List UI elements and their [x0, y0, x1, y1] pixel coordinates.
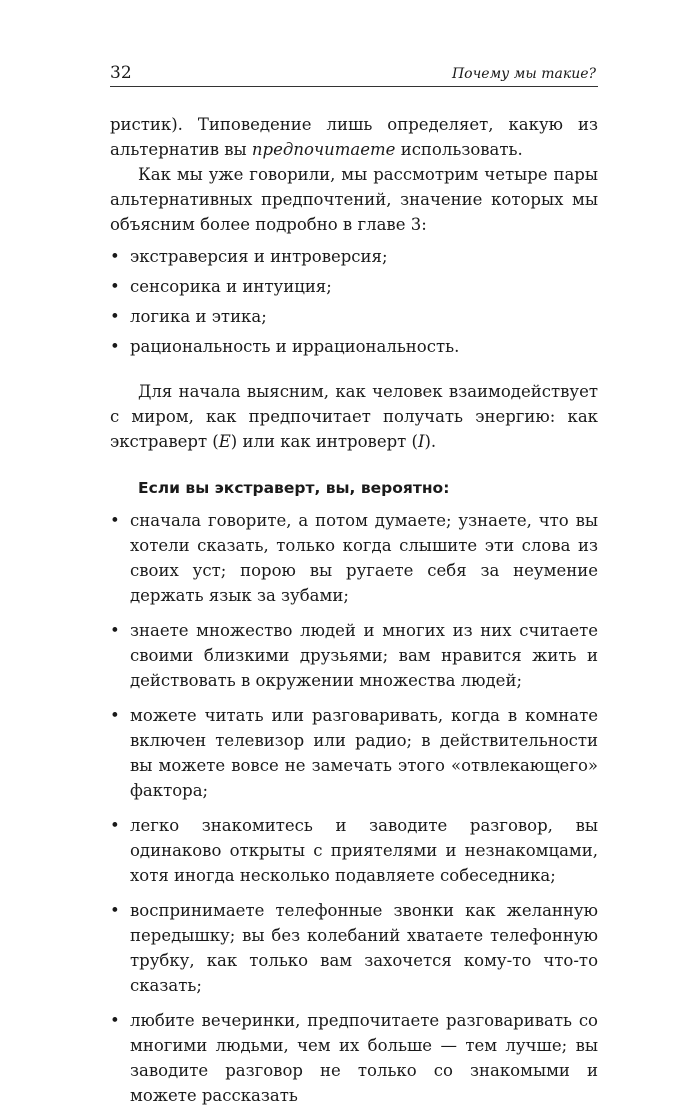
list-item: • легко знакомитесь и заводите разговор, вы одинаково открыты с приятелями и незнакомцами, хотя иногда несколько подавляете собеседника;: [110, 813, 598, 888]
paragraph-continuation: ристик). Типоведение лишь определяет, какую из альтернатив вы предпочитаете использовать.: [110, 115, 598, 159]
bullet-icon: •: [110, 901, 120, 920]
extravert-traits-list: [110, 508, 598, 1108]
paragraph-energy: Для начала выясним, как человек взаимодействует с миром, как предпочитает получать энергию: как экстраверт (E) или как интроверт (I).: [110, 382, 598, 451]
list-item: • можете читать или разговаривать, когда в комнате включен телевизор или радио; в действительности вы можете вовсе не замечать этого «отвлекающего» фактора;: [110, 703, 598, 803]
bullet-icon: •: [110, 337, 120, 356]
list-item: • логика и этика;: [110, 304, 598, 329]
running-title: Почему мы такие?: [451, 66, 596, 82]
bullet-icon: •: [110, 1011, 120, 1030]
emphasis-prefer: предпочитаете: [251, 140, 396, 159]
list-item: • экстраверсия и интроверсия;: [110, 244, 598, 269]
preference-pairs-list: [110, 244, 598, 359]
page-content: [110, 112, 598, 1118]
bullet-icon: •: [110, 621, 120, 640]
bullet-icon: •: [110, 307, 120, 326]
extravert-heading: Если вы экстраверт, вы, вероятно:: [138, 479, 450, 497]
paragraph-pairs-intro: Как мы уже говорили, мы рассмотрим четыре пары альтернативных предпочтений, значение которых мы объясним более подробно в главе 3:: [110, 165, 598, 234]
list-item: • рациональность и иррациональность.: [110, 334, 598, 359]
list-item: • знаете множество людей и многих из них считаете своими близкими друзьями; вам нравится жить и действовать в окружении множества людей;: [110, 618, 598, 693]
page-header: [110, 62, 598, 87]
list-item: • любите вечеринки, предпочитаете разговаривать со многими людьми, чем их больше — тем лучше; вы заводите разговор не только со знакомыми и можете рассказать: [110, 1008, 598, 1108]
list-item: • сенсорика и интуиция;: [110, 274, 598, 299]
list-item: • воспринимаете телефонные звонки как желанную передышку; вы без колебаний хватаете телефонную трубку, как только вам захочется кому-то что-то сказать;: [110, 898, 598, 998]
bullet-icon: •: [110, 816, 120, 835]
bullet-icon: •: [110, 511, 120, 530]
bullet-icon: •: [110, 706, 120, 725]
bullet-icon: •: [110, 277, 120, 296]
page-number: 32: [110, 63, 132, 83]
list-item: • сначала говорите, а потом думаете; узнаете, что вы хотели сказать, только когда слышите эти слова из своих уст; порою вы ругаете себя за неумение держать язык за зубами;: [110, 508, 598, 608]
bullet-icon: •: [110, 247, 120, 266]
